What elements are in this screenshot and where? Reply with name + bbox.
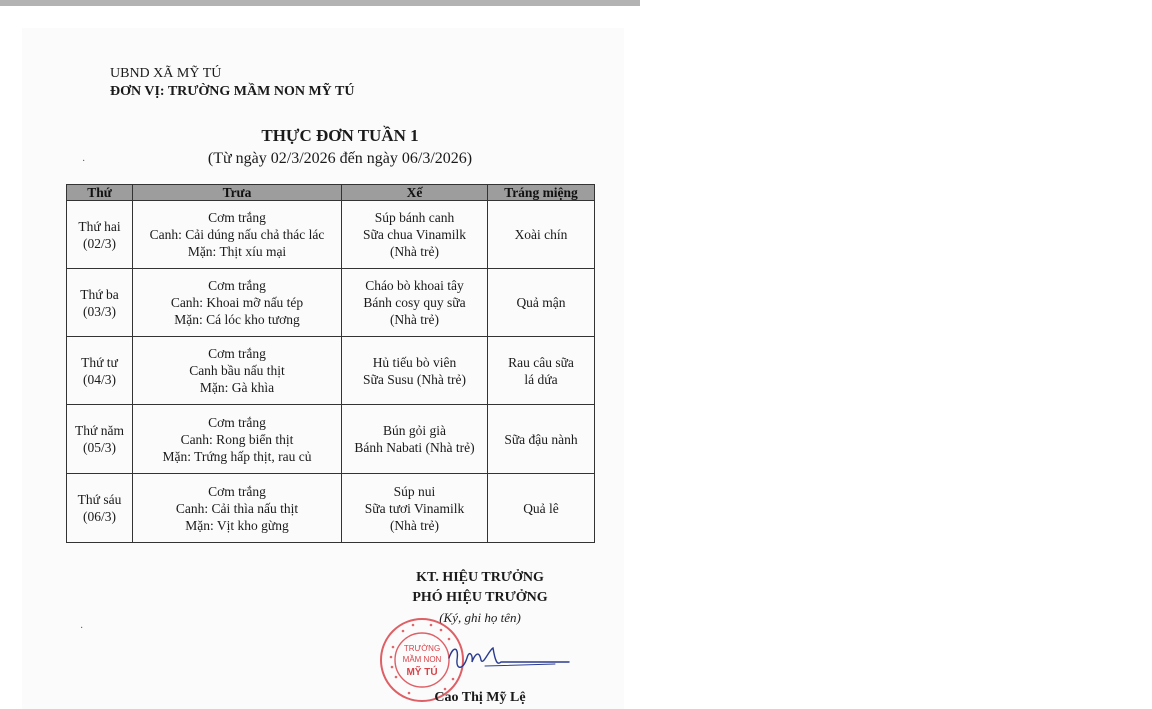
snack-cell — [342, 474, 488, 543]
lunch-cell — [133, 337, 342, 405]
snack-cell — [342, 405, 488, 474]
dessert-line: Xoài chín — [514, 227, 568, 242]
dessert-cell — [488, 269, 595, 337]
day-date: (05/3) — [83, 440, 116, 455]
header-dessert: Tráng miệng — [488, 185, 595, 201]
snack-cell — [342, 337, 488, 405]
day-cell — [67, 474, 133, 543]
day-date: (03/3) — [83, 303, 116, 319]
menu-row — [67, 474, 595, 543]
dessert-cell — [488, 201, 595, 269]
day-date: (02/3) — [83, 235, 116, 251]
lunch-soup: Canh: Cải thìa nấu thịt — [175, 500, 299, 516]
signature-title-1: KT. HIỆU TRƯỞNG — [416, 570, 544, 585]
lunch-rice: Cơm trắng — [208, 414, 266, 430]
snack-line: (Nhà trẻ) — [389, 244, 440, 259]
snack-line: Súp bánh canh — [374, 210, 455, 225]
dessert-line: lá dứa — [524, 371, 558, 387]
dessert-cell — [488, 337, 595, 405]
lunch-main: Mặn: Vịt kho gừng — [185, 517, 289, 533]
lunch-main: Mặn: Cá lóc kho tương — [174, 312, 300, 327]
dessert-line: Quả lê — [523, 500, 559, 516]
lunch-rice: Cơm trắng — [208, 278, 266, 293]
lunch-rice: Cơm trắng — [208, 346, 266, 361]
menu-row — [67, 269, 595, 337]
lunch-soup: Canh: Khoai mỡ nấu tép — [170, 295, 304, 310]
dessert-cell — [488, 474, 595, 543]
snack-cell — [342, 269, 488, 337]
dessert-line: Sữa đậu nành — [504, 431, 578, 447]
lunch-soup: Canh: Rong biển thịt — [180, 431, 294, 447]
day-name: Thứ ba — [80, 286, 119, 302]
lunch-cell — [133, 405, 342, 474]
signature-note: (Ký, ghi họ tên) — [439, 610, 521, 625]
stamp-line: MẦM NON — [402, 655, 442, 664]
snack-line: (Nhà trẻ) — [389, 312, 440, 327]
speck-mark: · — [82, 156, 86, 167]
day-cell — [67, 337, 133, 405]
snack-line: (Nhà trẻ) — [389, 517, 440, 533]
lunch-cell — [133, 474, 342, 543]
day-name: Thứ năm — [75, 423, 124, 438]
menu-header-row — [67, 185, 595, 201]
snack-line: Sữa chua Vinamilk — [363, 227, 466, 242]
snack-line: Bánh cosy quy sữa — [363, 295, 466, 310]
header-lunch: Trưa — [133, 185, 342, 201]
snack-line: Cháo bò khoai tây — [365, 278, 464, 293]
day-cell — [67, 201, 133, 269]
day-name: Thứ hai — [78, 218, 121, 234]
menu-row — [67, 337, 595, 405]
speck-mark: · — [80, 623, 84, 634]
signature-title-2: PHÓ HIỆU TRƯỞNG — [412, 590, 548, 605]
day-cell — [67, 405, 133, 474]
lunch-rice: Cơm trắng — [208, 210, 266, 225]
org-line-1: UBND XÃ MỸ TÚ — [110, 66, 222, 81]
snack-line: Hủ tiếu bò viên — [372, 354, 457, 370]
lunch-main: Mặn: Thịt xíu mại — [187, 244, 287, 259]
lunch-rice: Cơm trắng — [208, 483, 266, 499]
lunch-soup: Canh: Cải dúng nấu chả thác lác — [149, 227, 325, 242]
day-date: (06/3) — [83, 509, 116, 524]
menu-row — [67, 405, 595, 474]
day-name: Thứ sáu — [77, 492, 122, 507]
snack-cell — [342, 201, 488, 269]
stamp-line: TRƯỜNG — [403, 644, 441, 653]
page-title: THỰC ĐƠN TUẦN 1 — [261, 126, 419, 145]
header-snack: Xế — [342, 185, 488, 201]
dessert-cell — [488, 405, 595, 474]
page-subtitle: (Từ ngày 02/3/2026 đến ngày 06/3/2026) — [207, 150, 473, 167]
snack-line: Bún gỏi già — [383, 423, 446, 438]
handwritten-signature — [445, 640, 575, 680]
day-name: Thứ tư — [81, 354, 118, 370]
menu-row — [67, 201, 595, 269]
top-scroll-bar — [0, 0, 640, 6]
header-day: Thứ — [67, 185, 133, 201]
snack-line: Súp nui — [393, 483, 436, 499]
stamp-line: MỸ TÚ — [406, 667, 438, 678]
dessert-line: Rau câu sữa — [508, 354, 574, 370]
day-cell — [67, 269, 133, 337]
snack-line: Bánh Nabati (Nhà trẻ) — [354, 440, 475, 455]
lunch-soup: Canh bầu nấu thịt — [189, 363, 285, 378]
lunch-cell — [133, 201, 342, 269]
dessert-line: Quả mận — [516, 295, 566, 310]
snack-line: Sữa tươi Vinamilk — [364, 500, 465, 516]
lunch-main: Mặn: Gà khìa — [199, 380, 275, 395]
snack-line: Sữa Susu (Nhà trẻ) — [363, 371, 466, 387]
org-line-2: ĐƠN VỊ: TRƯỜNG MẦM NON MỸ TÚ — [110, 84, 355, 99]
lunch-main: Mặn: Trứng hấp thịt, rau củ — [162, 448, 312, 464]
menu-table — [66, 184, 595, 543]
lunch-cell — [133, 269, 342, 337]
signer-name: Cao Thị Mỹ Lệ — [434, 690, 526, 705]
day-date: (04/3) — [83, 371, 116, 387]
